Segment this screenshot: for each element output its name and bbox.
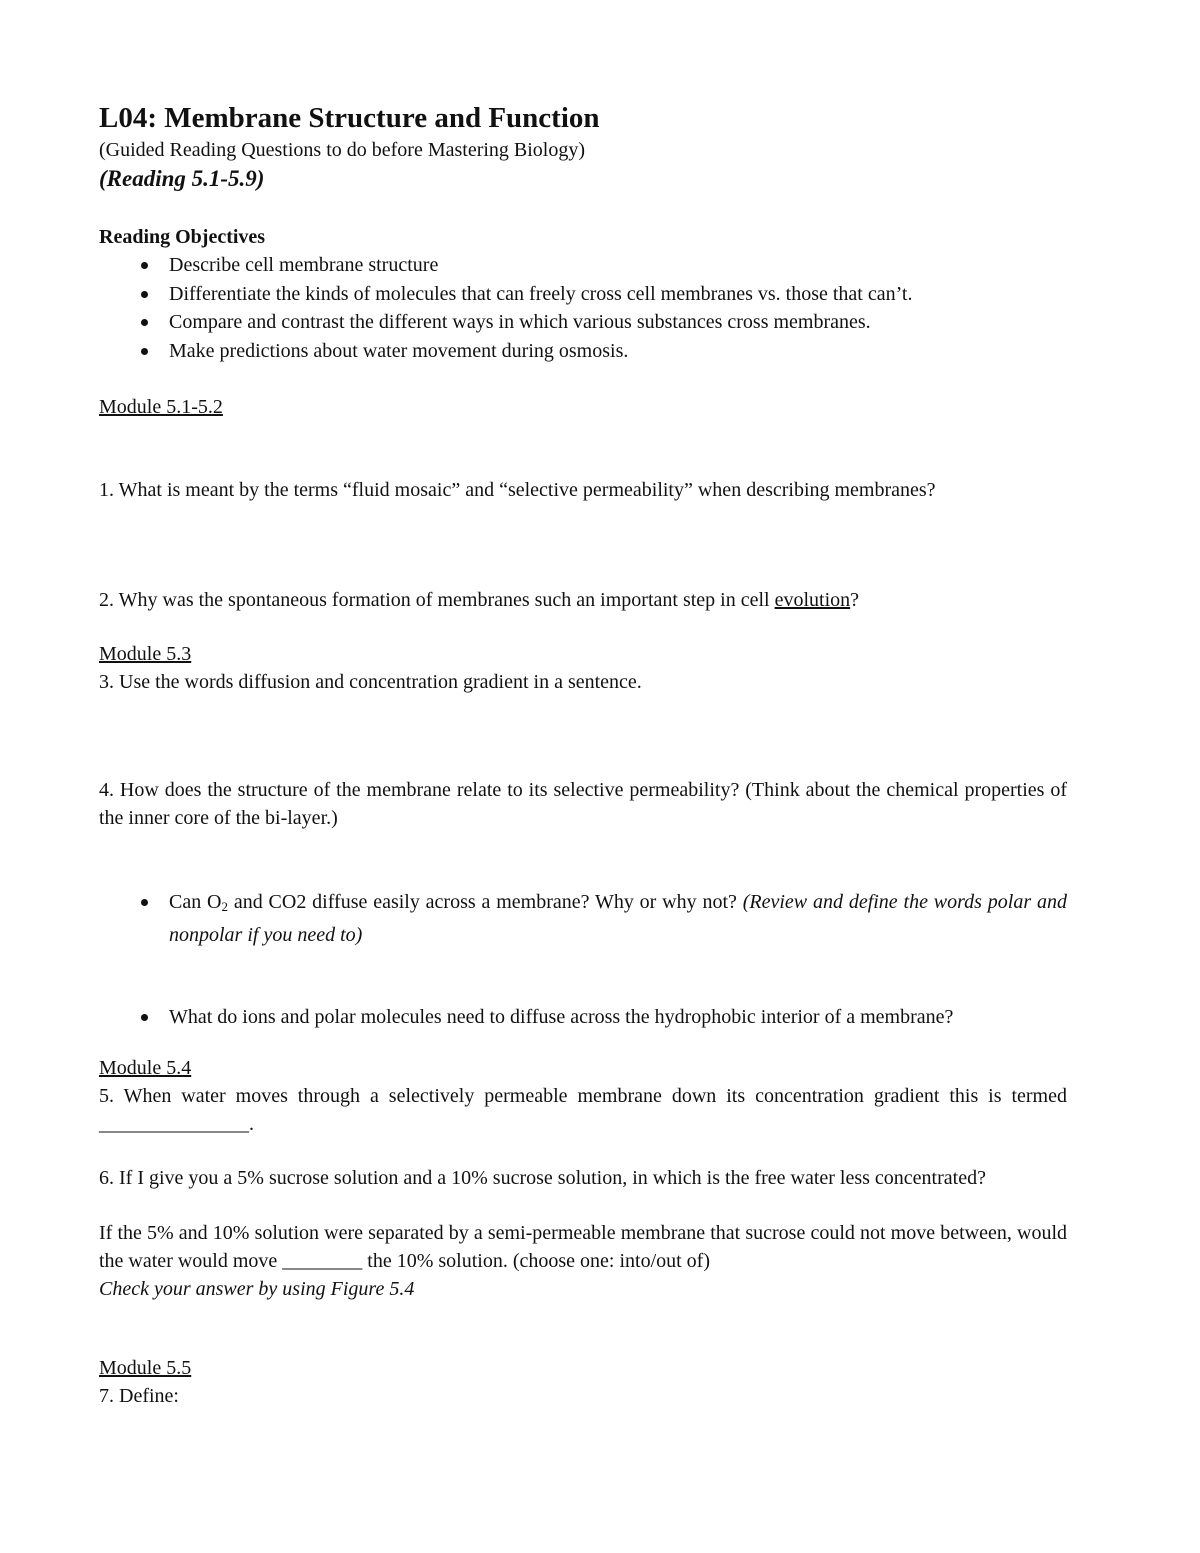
module-heading: Module 5.1-5.2: [99, 396, 223, 418]
question-5: 5. When water moves through a selectively permeable membrane down its concentration gradient this is termed _______________.: [99, 1085, 1067, 1135]
objective-text: Compare and contrast the different ways in which various substances cross membranes.: [169, 311, 871, 333]
question-1: 1. What is meant by the terms “fluid mosaic” and “selective permeability” when describing membranes?: [99, 479, 936, 501]
check-answer-note: Check your answer by using Figure 5.4: [99, 1278, 415, 1300]
subquestion-hint: (Review and define the words polar and nonpolar if you need to): [169, 891, 1067, 946]
document-title: L04: Membrane Structure and Function: [99, 102, 600, 134]
objective-text: Make predictions about water movement during osmosis.: [169, 339, 629, 362]
question-2: [99, 586, 1067, 614]
subscript-text: 2: [221, 899, 228, 914]
question-6-followup: If the 5% and 10% solution were separated by a semi-permeable membrane that sucrose could not move between, would the water would move ________ the 10% solution. (choose one: into/out of): [99, 1222, 1067, 1272]
objective-item: [99, 337, 1067, 366]
objective-item: [99, 251, 1067, 280]
question-6: 6. If I give you a 5% sucrose solution and a 10% sucrose solution, in which is the free water less concentrated?: [99, 1167, 986, 1189]
question-4-subitems: [99, 888, 1067, 1031]
question-2-end: ?: [850, 589, 860, 611]
subquestion-text: Can O: [169, 891, 222, 913]
question-3: 3. Use the words diffusion and concentration gradient in a sentence.: [99, 671, 642, 693]
module-heading: Module 5.4: [99, 1057, 192, 1079]
module-heading: Module 5.3: [99, 643, 192, 665]
question-4: 4. How does the structure of the membrane relate to its selective permeability? (Think about the chemical properties of the inner core of the bi-layer.): [99, 779, 1067, 829]
subquestion-text: and CO2 diffuse easily across a membrane? Why or why not?: [228, 891, 743, 913]
objective-text: Describe cell membrane structure: [169, 254, 439, 276]
bullet-icon: [141, 319, 148, 326]
subquestion-item: [99, 1003, 1067, 1031]
question-2-text: 2. Why was the spontaneous formation of membranes such an important step in cell: [99, 589, 775, 611]
subquestion-text: What do ions and polar molecules need to diffuse across the hydrophobic interior of a membrane?: [169, 1006, 954, 1028]
module-heading: Module 5.5: [99, 1357, 192, 1379]
document-page: [99, 100, 1067, 1410]
objectives-list: [99, 251, 1067, 365]
objective-item: [99, 280, 1067, 309]
objective-text: Differentiate the kinds of molecules that can freely cross cell membranes vs. those that can’t.: [169, 282, 913, 305]
objectives-heading: Reading Objectives: [99, 226, 266, 248]
question-2-underlined: evolution: [774, 589, 851, 611]
bullet-icon: [141, 291, 148, 298]
document-subtitle: (Guided Reading Questions to do before Mastering Biology): [99, 139, 586, 161]
subquestion-item: [99, 888, 1067, 949]
bullet-icon: [141, 1014, 148, 1021]
bullet-icon: [141, 262, 148, 269]
question-7: 7. Define:: [99, 1385, 179, 1407]
bullet-icon: [141, 348, 148, 355]
reading-range: (Reading 5.1-5.9): [99, 166, 265, 191]
bullet-icon: [141, 899, 148, 906]
objective-item: [99, 308, 1067, 337]
